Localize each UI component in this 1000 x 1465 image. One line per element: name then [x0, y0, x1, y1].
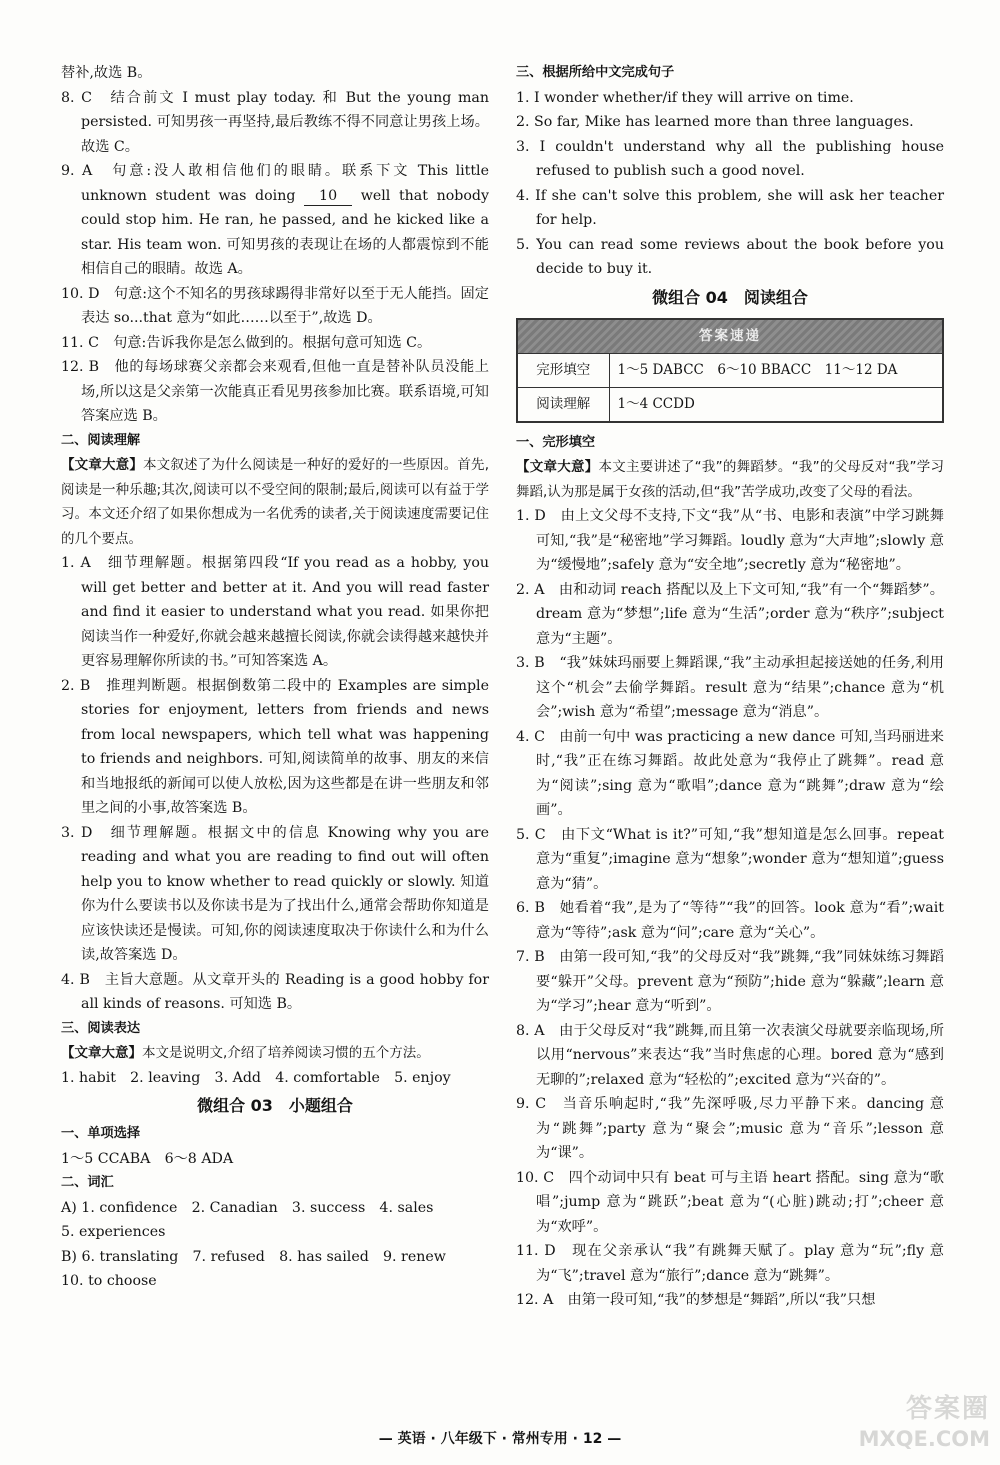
summary-text: 本文主要讲述了“我”的舞蹈梦。“我”的父母反对“我”学习舞蹈,认为那是属于女孩的活动,但“我”苦学成功,改变了父母的看法。: [516, 459, 945, 500]
section-heading: 一、单项选择: [61, 1126, 141, 1141]
answer-table-header: 答案速递: [517, 319, 943, 354]
answer-table-label: 完形填空: [517, 353, 609, 387]
answer-item: 6. B 她看着“我”,是为了“等待”“我”的回答。look 意为“看”;wait 意为“等待”;ask 意为“问”;care 意为“关心”。: [516, 900, 944, 941]
blank-number: 10: [304, 187, 352, 206]
section-heading: 三、阅读表达: [61, 1020, 141, 1036]
summary-tag: 【文章大意】: [61, 1045, 142, 1061]
answer-item: 2. B 推理判断题。根据倒数第二段中的 Examples are simple stories for enjoyment, letters from friends and news from local newspapers, which tell what was happening to friends and neighbors. 可知,阅读简单的故事、朋友的来信和当地报纸的新闻可以使人放松,因为这些都是在讲一些朋友和邻里之间的小事,故答案选 B。: [61, 677, 489, 816]
watermark-logo-text: 答案圈: [905, 1394, 990, 1424]
summary-tag: 【文章大意】: [516, 459, 599, 475]
answer-item: 1. I wonder whether/if they will arrive on time.: [516, 89, 854, 106]
answer-table-value: 1～4 CCDD: [609, 387, 943, 422]
answer-item: 8. C 结合前文 I must play today. 和 But the young man persisted. 可知男孩一再坚持,最后教练不得不同意让男孩上场。故选 C。: [61, 89, 489, 155]
answer-line: 5. experiences: [61, 1224, 166, 1240]
article-summary: [516, 455, 944, 504]
answer-item: 11. D 现在父亲承认“我”有跳舞天赋了。play 意为“玩”;fly 意为“飞”;travel 意为“旅行”;dance 意为“跳舞”。: [516, 1243, 944, 1284]
answer-item: 12. A 由第一段可知,“我”的梦想是“舞蹈”,所以“我”只想: [516, 1292, 876, 1308]
answer-item: 4. B 主旨大意题。从文章开头的 Reading is a good hobby for all kinds of reasons. 可知选 B。: [61, 971, 489, 1012]
watermark-logo: [840, 1392, 990, 1462]
watermark-site-text: MXQE.COM: [858, 1427, 990, 1451]
summary-tag: 【文章大意】: [61, 457, 144, 473]
section-heading: 一、完形填空: [516, 434, 596, 450]
section-heading: 二、阅读理解: [61, 432, 141, 448]
answer-paragraph: 替补,故选 B。: [61, 65, 152, 81]
answer-table-label: 阅读理解: [517, 387, 609, 422]
section-heading: 三、根据所给中文完成句子: [516, 65, 675, 80]
answer-line: 10. to choose: [61, 1273, 157, 1289]
answer-item: 11. C 句意:告诉我你是怎么做到的。根据句意可知选 C。: [61, 334, 432, 351]
summary-text: 本文叙述了为什么阅读是一种好的爱好的一些原因。首先,阅读是一种乐趣;其次,阅读可以不受空间的限制;最后,阅读可以有益于学习。本文还介绍了如果你想成为一名优秀的读者,关于阅读速度需要记住的几个要点。: [61, 457, 490, 547]
answer-item: 4. If she can't solve this problem, she will ask her teacher for help.: [516, 187, 944, 228]
combo-title: 微组合 04 阅读组合: [652, 287, 808, 307]
answer-table: [516, 318, 944, 423]
answer-item: 3. I couldn't understand why all the publishing house refused to publish such a good novel.: [516, 138, 944, 179]
answer-item: 10. D 句意:这个不知名的男孩球踢得非常好以至于无人能挡。固定表达 so...that 意为“如此……以至于”,故选 D。: [61, 285, 489, 326]
answer-item: 10. C 四个动词中只有 beat 可与主语 heart 搭配。sing 意为“歌唱”;jump 意为“跳跃”;beat 意为“(心脏)跳动;打”;cheer 意为“欢呼”。: [516, 1169, 944, 1235]
answer-item: 4. C 由前一句中 was practicing a new dance 可知,当玛丽进来时,“我”正在练习舞蹈。故此处意为“我停止了跳舞”。read 意为“阅读”;sing 意为“歌唱”;dance 意为“跳舞”;draw 意为“绘画”。: [516, 728, 944, 818]
answer-item: 1. D 由上文父母不支持,下文“我”从“书、电影和表演”中学习跳舞可知,“我”是“秘密地”学习舞蹈。loudly 意为“大声地”;slowly 意为“缓慢地”;safely 意为“安全地”;secretly 意为“秘密地”。: [516, 508, 944, 573]
answer-item: 1. A 细节理解题。根据第四段“If you read as a hobby, you will get better and better at it. And you will read faster and find it easier to understand what you read. 如果你把阅读当作一种爱好,你就会越来越擅长阅读,你就会读得越来越快并更容易理解你所读的书。”可知答案选 A。: [61, 555, 489, 669]
answer-line: 1～5 CCABA 6～8 ADA: [61, 1150, 234, 1167]
answer-line: 1. habit 2. leaving 3. Add 4. comfortable 5. enjoy: [61, 1069, 451, 1086]
answer-item: 5. C 由下文“What is it?”可知,“我”想知道是怎么回事。repeat 意为“重复”;imagine 意为“想象”;wonder 意为“想知道”;guess 意为“猜”。: [516, 826, 944, 892]
article-summary: [61, 1041, 489, 1066]
page-footer: — 英语 · 八年级下 · 常州专用 · 12 —: [378, 1431, 622, 1447]
answer-line: B) 6. translating 7. refused 8. has sailed 9. renew: [61, 1248, 446, 1265]
answer-item: 9. C 当音乐响起时,“我”先深呼吸,尽力平静下来。dancing 意为“跳舞”;party 意为“聚会”;music 意为“音乐”;lesson 意为“课”。: [516, 1096, 944, 1161]
section-heading: 二、词汇: [61, 1175, 114, 1190]
combo-title: 微组合 03 小题组合: [197, 1096, 353, 1115]
answer-item: 2. So far, Mike has learned more than three languages.: [516, 114, 914, 130]
answer-item: 3. B “我”妹妹玛丽要上舞蹈课,“我”主动承担起接送她的任务,利用这个“机会”去偷学舞蹈。result 意为“结果”;chance 意为“机会”;wish 意为“希望”;message 意为“消息”。: [516, 655, 944, 720]
answer-item: 2. A 由和动词 reach 搭配以及上下文可知,“我”有一个“舞蹈梦”。dream 意为“梦想”;life 意为“生活”;order 意为“秩序”;subject 意为“主题”。: [516, 581, 944, 647]
answer-item: 7. B 由第一段可知,“我”的父母反对“我”跳舞,“我”同妹妹练习舞蹈要“躲开”父母。prevent 意为“预防”;hide 意为“躲藏”;learn 意为“学习”;hear 意为“听到”。: [516, 949, 944, 1014]
answer-text: 9. A 句意:没人敢相信他们的眼睛。联系下文 This little unknown student was doing: [61, 163, 489, 204]
right-column: [516, 61, 944, 1313]
answer-table-value: 1～5 DABCC 6～10 BBACC 11～12 DA: [609, 353, 943, 387]
summary-text: 本文是说明文,介绍了培养阅读习惯的五个方法。: [142, 1045, 430, 1061]
answer-item: [61, 159, 489, 282]
answer-item: 5. You can read some reviews about the book before you decide to buy it.: [516, 236, 944, 277]
article-summary: [61, 453, 489, 551]
answer-item: 8. A 由于父母反对“我”跳舞,而且第一次表演父母就要亲临现场,所以用“nervous”来表达“我”当时焦虑的心理。bored 意为“感到无聊的”;relaxed 意为“轻松的”;excited 意为“兴奋的”。: [516, 1022, 944, 1088]
answer-text: well that nobody could stop him. He ran, he passed, and he kicked like a star. His team won. 可知男孩的表现让在场的人都震惊到不能相信自己的眼睛。故选 A。: [81, 187, 489, 277]
left-column: [61, 61, 489, 1294]
answer-item: 3. D 细节理解题。根据文中的信息 Knowing why you are reading and what you are reading to find out will often help you to know whether to read quickly or slowly. 知道你为什么要读书以及你读书是为了找出什么,通常会帮助你知道是应该快读还是慢读。可知,你的阅读速度取决于你读什么和为什么读,故答案选 D。: [61, 824, 489, 963]
answer-line: A) 1. confidence 2. Canadian 3. success 4. sales: [61, 1199, 434, 1216]
answer-item: 12. B 他的每场球赛父亲都会来观看,但他一直是替补队员没能上场,所以这是父亲第一次能真正看见男孩参加比赛。联系语境,可知答案应选 B。: [61, 359, 489, 424]
